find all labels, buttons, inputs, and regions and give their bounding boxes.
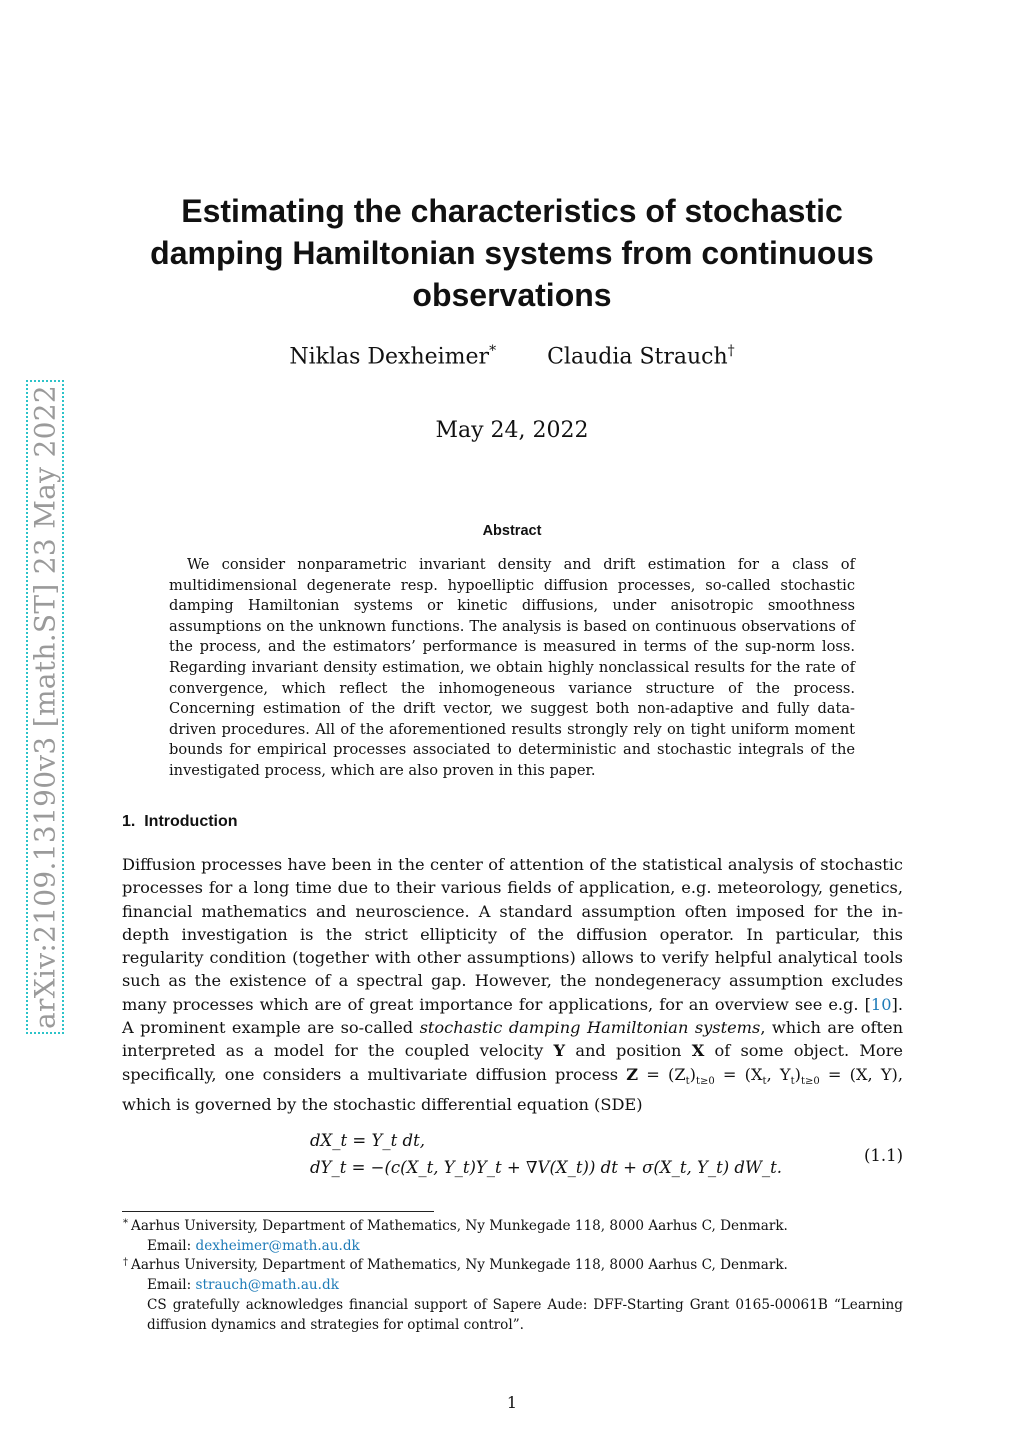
section-heading: 1. Introduction — [122, 813, 238, 830]
email-link-1[interactable]: dexheimer@math.au.dk — [195, 1237, 360, 1254]
author-2: Claudia Strauch† — [547, 343, 735, 370]
acknowledgement: CS gratefully acknowledges financial support of Sapere Aude: DFF-Starting Grant 0165-00061B “Learning diffusion dynamics and strategies for optimal control”. — [147, 1297, 903, 1333]
footnote-rule — [122, 1211, 434, 1212]
arxiv-stamp: arXiv:2109.13190v3 [math.ST] 23 May 2022 — [28, 385, 62, 1029]
footnote-1: * Aarhus University, Department of Mathematics, Ny Munkegade 118, 8000 Aarhus C, Denmark. Email: dexheimer@math.au.dk — [123, 1218, 788, 1254]
author-list — [0, 343, 1024, 369]
page-number: 1 — [506, 1393, 518, 1412]
paper-date: May 24, 2022 — [435, 418, 589, 443]
citation-link[interactable]: 10 — [870, 994, 892, 1014]
emphasized-term: stochastic damping Hamiltonian systems — [419, 1018, 761, 1038]
paper-title: Estimating the characteristics of stochastic damping Hamiltonian systems from continuous observations — [150, 193, 874, 313]
equation-line-2: dY_t = −(c(X_t, Y_t)Y_t + ∇V(X_t)) dt + σ(X_t, Y_t) dW_t. — [310, 1158, 783, 1177]
abstract-text: We consider nonparametric invariant density and drift estimation for a class of multidimensional degenerate resp. hypoelliptic diffusion processes, so-called stochastic damping Hamiltonian systems or kinetic diffusions, under anisotropic smoothness assumptions on the unknown functions. The analysis is based on continuous observations of the process, and the estimators’ performance is measured in terms of the sup-norm loss. Regarding invariant density estimation, we obtain highly nonclassical results for the rate of convergence, which reflect the inhomogeneous variance structure of the process. Concerning estimation of the drift vector, we suggest both non-adaptive and fully data-driven procedures. All of the aforementioned results strongly rely on tight uniform moment bounds for empirical processes associated to deterministic and stochastic integrals of the investigated process, which are also proven in this paper. — [169, 556, 855, 779]
equation-line-1: dX_t = Y_t dt, — [310, 1131, 425, 1150]
footnote-2: † Aarhus University, Department of Mathematics, Ny Munkegade 118, 8000 Aarhus C, Denmark. Email: strauch@math.au.dk — [123, 1257, 788, 1293]
email-link-2[interactable]: strauch@math.au.dk — [195, 1276, 339, 1293]
abstract-heading: Abstract — [482, 523, 542, 539]
author-1: Niklas Dexheimer* — [289, 343, 497, 370]
intro-paragraph: Diffusion processes have been in the center of attention of the statistical analysis of stochastic processes for a long time due to their various fields of application, e.g. meteorology, genetics, financial mathematics and neuroscience. A standard assumption often imposed for the in-depth investigation is the strict ellipticity of the diffusion operator. In particular, this regularity condition (together with other assumptions) allows to verify helpful analytical tools such as the existence of a spectral gap. However, the nondegeneracy assumption excludes many processes which are of great importance for applications, for an overview see e.g. [10]. A prominent example are so-called stochastic damping Hamiltonian systems, which are often interpreted as a model for the coupled velocity Y and position X of some object. More specifically, one considers a multivariate diffusion process $Z = (Z_t)_{t\ge 0} = (X_t$, $Y_t)_{t\ge 0} = (X$, Y), which is governed by the stochastic differential equation (SDE) — [122, 855, 904, 1115]
equation-number: (1.1) — [864, 1146, 904, 1165]
